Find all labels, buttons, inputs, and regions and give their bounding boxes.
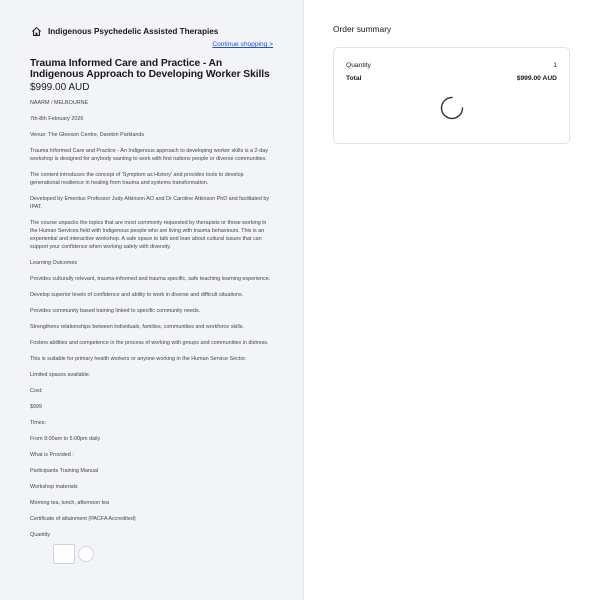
description-paragraph: Workshop materials <box>30 484 78 490</box>
brand-name: Indigenous Psychedelic Assisted Therapies <box>48 26 219 36</box>
summary-total-value: $999.00 AUD <box>516 75 557 82</box>
description-paragraph: From 9:00am to 5:00pm daily <box>30 436 101 442</box>
home-icon[interactable] <box>30 25 42 37</box>
description-paragraph: Provides culturally relevant, trauma-informed and trauma specific, safe teaching learning experience. <box>30 276 271 282</box>
quantity-label: Quantity <box>30 532 51 538</box>
summary-quantity-row <box>346 59 557 72</box>
description-paragraph: Morning tea, lunch, afternoon tea <box>30 500 110 506</box>
order-summary-panel <box>303 0 600 600</box>
description-paragraph: Develop superior levels of confidence and ability to work in diverse and difficult situations. <box>30 292 244 298</box>
quantity-increase-button[interactable] <box>78 546 94 562</box>
description-paragraph: Participants Training Manual <box>30 468 99 474</box>
quantity-stepper <box>30 544 273 564</box>
quantity-input[interactable] <box>53 544 75 564</box>
summary-total-label: Total <box>346 75 362 82</box>
description-paragraph: Developed by Emeritus Professor Judy Atkinson AO and Dr Caroline Atkinson PhD and facilitated by IPAT. <box>30 196 270 210</box>
continue-shopping-link[interactable]: Continue shopping > <box>212 41 273 48</box>
description-paragraph: Cost: <box>30 388 43 394</box>
description-paragraph: $999 <box>30 404 42 410</box>
product-description <box>30 99 273 523</box>
brand-header[interactable] <box>30 24 273 38</box>
product-price: $999.00 AUD <box>30 82 90 93</box>
spinner-icon <box>439 95 465 121</box>
description-paragraph: Limited spaces available. <box>30 372 91 378</box>
description-paragraph: Strengthens relationships between individuals, families, communities and workforce skills. <box>30 324 244 330</box>
summary-quantity-value: 1 <box>553 62 557 69</box>
description-paragraph: This is suitable for primary health workers or anyone working in the Human Service Sector. <box>30 356 247 362</box>
order-summary-card <box>333 47 570 144</box>
product-title: Trauma Informed Care and Practice - An Indigenous Approach to Developing Worker Skills <box>30 58 270 80</box>
description-paragraph: Learning Outcomes <box>30 260 78 266</box>
description-paragraph: Provides community based training linked to specific community needs. <box>30 308 201 314</box>
description-paragraph: The content introduces the concept of 'Symptom as History' and provides tools to develop generational resilience in healing from trauma and systems transformation. <box>30 172 244 186</box>
description-paragraph: Fosters abilities and competence in the process of working with groups and communities in distress. <box>30 340 269 346</box>
order-summary-title: Order summary <box>333 24 392 34</box>
description-paragraph: NAARM / MELBOURNE <box>30 100 89 106</box>
description-paragraph: What is Provided : <box>30 452 74 458</box>
description-paragraph: Certificate of attainment (PACFA Accredited) <box>30 516 136 522</box>
description-paragraph: Venue: The Gleeson Centre, Darebin Parklands <box>30 132 145 138</box>
description-paragraph: Trauma Informed Care and Practice - An Indigenous approach to developing worker skills is a 2-day workshop is designed for anybody wanting to work with first nations people or diverse communities. <box>30 148 269 162</box>
description-paragraph: 7th-8th February 2026 <box>30 116 84 122</box>
description-paragraph: The course unpacks the topics that are most commonly requested by therapists or those working in the Human Services field with Indigenous people who are living with trauma behaviours. This is an experiential and interactive workshop. A safe space to talk and lean about cultural issues that can support your confidence when working safely with diversity. <box>30 220 267 250</box>
summary-total-row <box>346 72 557 85</box>
description-paragraph: Times: <box>30 420 46 426</box>
summary-quantity-label: Quantity <box>346 62 371 69</box>
